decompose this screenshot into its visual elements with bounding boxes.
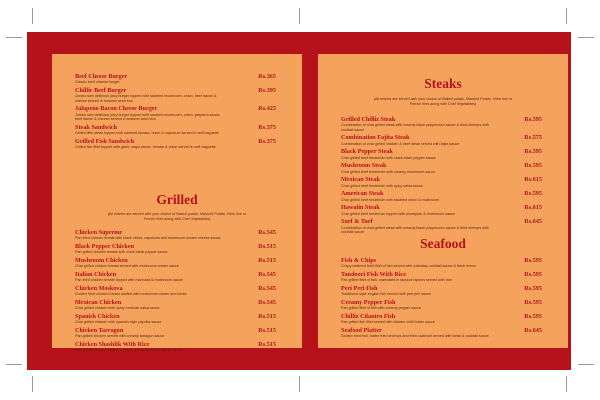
item-description: Char grilled beef tenderloin with crack black pepper sauce xyxy=(341,155,436,160)
menu-item xyxy=(75,327,276,339)
menu-item xyxy=(341,313,542,325)
menu-item xyxy=(341,257,542,269)
menu-item xyxy=(75,257,276,269)
item-name: Steak Sandwich xyxy=(75,123,118,131)
item-description: Jumbo size delicious juicy burger topped with sauteed mushroom, onion, jalapeno sauce, beef bacon & cheese served in sesame seed bun xyxy=(75,112,221,122)
crop-mark xyxy=(32,8,33,24)
item-description: Char grilled chicken with spicy mexican salsa sauce xyxy=(75,306,160,311)
item-price: Rs.375 xyxy=(258,137,276,145)
item-price: Rs.425 xyxy=(258,105,276,113)
item-description: Jumbo size delicious juicy burger topped with sauteed mushroom, onion, beef bacon & cheese served in sesame seed bun xyxy=(75,94,217,103)
item-name: Peri Peri Fish xyxy=(341,285,378,292)
item-name: Chicken Tarragon xyxy=(75,327,124,334)
menu-item xyxy=(341,327,542,339)
item-price: Rs.595 xyxy=(524,299,542,306)
menu-item xyxy=(75,243,276,255)
item-description: Golden fried chicken breast stuffed with mushroom cream and herbs xyxy=(75,292,187,297)
item-description: Pan grilled fillet of fish with creamy pepper sauce xyxy=(341,306,421,311)
menu-item xyxy=(341,148,542,160)
section-note-steaks: (All entries are served with your choice of Baked potato, Mashed Potato, Herb rice or French fries along with Chef Vegetables) xyxy=(373,97,513,106)
item-description: Char grilled chicken with spanish style paprika sauce xyxy=(75,320,162,325)
menu-item xyxy=(341,299,542,311)
item-name: Creamy Pepper Fish xyxy=(341,299,396,306)
menu-item xyxy=(75,73,276,85)
item-price: Rs.575 xyxy=(524,134,542,142)
section-title-seafood: Seafood xyxy=(420,236,466,251)
item-name: Mexican Chicken xyxy=(75,299,122,306)
item-name: Spanish Chicken xyxy=(75,313,120,320)
burgers-list xyxy=(75,73,276,152)
section-title-grilled: Grilled xyxy=(156,192,198,207)
section-title-steaks: Steaks xyxy=(424,76,462,91)
crop-mark xyxy=(6,37,22,38)
item-name: American Steak xyxy=(341,190,384,198)
seafood-list xyxy=(341,257,542,341)
item-description: Pan grilled chicken served with creamy tarragon sauce xyxy=(75,334,165,339)
menu-item xyxy=(75,271,276,283)
item-price: Rs.515 xyxy=(258,243,276,250)
item-price: Rs.595 xyxy=(524,313,542,320)
item-description: Char grilled beef tenderloin with creamy mushroom sauce xyxy=(341,169,436,174)
item-description: Combination of char grilled chicken & beef steak served with fajita sauce xyxy=(341,141,460,146)
item-description: Combination of char grilled steak with creamy black peppercorn sauce & fried shrimps with cocktail sauce xyxy=(341,123,489,132)
crop-mark xyxy=(566,376,567,392)
item-name: Chicken Supreme xyxy=(75,229,123,236)
crop-mark xyxy=(299,376,300,392)
item-name: Mushroom Steak xyxy=(341,162,387,170)
item-price: Rs.515 xyxy=(258,341,276,348)
menu-page-right xyxy=(318,54,568,348)
item-name: Chicken Moskova xyxy=(75,285,123,292)
item-name: Mexican Steak xyxy=(341,176,381,184)
item-price: Rs.595 xyxy=(524,257,542,264)
menu-item xyxy=(341,134,542,146)
item-price: Rs.645 xyxy=(524,218,542,226)
section-note-grilled: (All entries are served with your choice of Baked potato, Mashed Potato, Herb rice or French fries along with Chef Vegetables) xyxy=(107,212,247,221)
menu-item xyxy=(75,313,276,325)
item-description: Char grilled beef tenderloin with sauteed onion & mushroom xyxy=(341,197,439,202)
menu-item xyxy=(75,105,276,121)
steaks-list xyxy=(341,116,542,237)
item-description: Classic beef cheese burger xyxy=(75,80,120,85)
item-price: Rs.545 xyxy=(258,271,276,278)
item-name: Grilled Fish Sandwich xyxy=(75,137,135,145)
menu-item xyxy=(75,299,276,311)
item-price: Rs.595 xyxy=(524,162,542,170)
grilled-list xyxy=(75,229,276,355)
item-price: Rs.375 xyxy=(258,123,276,131)
crop-mark xyxy=(578,37,594,38)
item-price: Rs.515 xyxy=(258,327,276,334)
item-description: Golden fried fish, butter fried shrimps and fried calamari served with tartar & cocktail sauce xyxy=(341,334,489,339)
item-name: Fish & Chips xyxy=(341,257,377,264)
item-price: Rs.395 xyxy=(258,87,276,94)
item-price: Rs.615 xyxy=(524,204,542,212)
item-description: Crispy battered fried fillet of fish served with coleslaw, cocktail sauce & fresh lemon xyxy=(341,264,477,269)
item-price: Rs.645 xyxy=(524,327,542,334)
item-description: Traditional style english fish served with peri peri sauce xyxy=(341,292,432,297)
item-description: Pan grilled fish fillet served with cilantro chilli butter sauce xyxy=(341,320,435,325)
item-description: Grilled fish fillet topped with garlic mayo sauce, tomato & onion served in soft baguette xyxy=(75,145,216,150)
menu-item xyxy=(75,124,276,136)
item-price: Rs.595 xyxy=(524,285,542,292)
crop-mark xyxy=(299,8,300,24)
item-price: Rs.595 xyxy=(524,148,542,156)
item-price: Rs.595 xyxy=(524,271,542,278)
item-name: Black Pepper Steak xyxy=(341,148,393,156)
item-name: Surf & Turf xyxy=(341,218,373,226)
item-description: Pan fried chicken breast topped with marinara & mushroom sauce xyxy=(75,278,183,283)
item-price: Rs.615 xyxy=(524,176,542,184)
item-description: Grilled fillet steak topped with sauteed tomato, onion & capsicum served in soft baguette xyxy=(75,131,219,136)
menu-item xyxy=(341,285,542,297)
item-description: Pan grilled chicken served in sweet and spicy tomato garlic sauce xyxy=(75,348,183,353)
crop-mark xyxy=(32,376,33,392)
item-price: Rs.595 xyxy=(524,116,542,123)
item-description: Char grilled beef tenderloin with spicy salsa sauce xyxy=(341,183,423,188)
crop-mark xyxy=(566,8,567,24)
item-name: Chilliz Cilantro Fish xyxy=(341,313,396,320)
menu-item xyxy=(75,138,276,150)
menu-item xyxy=(341,204,542,216)
menu-item xyxy=(341,271,542,283)
item-price: Rs.365 xyxy=(258,73,276,80)
item-description: Pan grilled fillet of fish, marinated in tandoori spices served with rice xyxy=(341,278,452,283)
item-name: Grilled Chilliz Steak xyxy=(341,116,396,123)
item-name: Italian Chicken xyxy=(75,271,117,278)
item-name: Jalapeno Bacon Cheese Burger xyxy=(75,105,158,113)
menu-item xyxy=(75,87,276,103)
item-description: Char grilled chicken breast served with mushroom cream sauce xyxy=(75,264,179,269)
menu-page-left xyxy=(52,54,302,353)
item-name: Hawaiin Steak xyxy=(341,204,380,212)
menu-item xyxy=(341,116,542,132)
item-name: Combination Fajita Steak xyxy=(341,134,410,142)
menu-item xyxy=(341,162,542,174)
crop-mark xyxy=(578,364,594,365)
menu-item xyxy=(75,229,276,241)
item-price: Rs.545 xyxy=(258,229,276,236)
item-description: Pan grilled chicken breast with crack black pepper sauce xyxy=(75,250,168,255)
item-name: Seafood Platter xyxy=(341,327,382,334)
item-price: Rs.545 xyxy=(258,299,276,306)
menu-item xyxy=(75,285,276,297)
crop-mark xyxy=(6,364,22,365)
item-name: Chillic Beef Burger xyxy=(75,87,127,94)
item-name: Beef Cheese Burger xyxy=(75,73,128,80)
item-description: Char grilled beef tenderloin topped with pineapple & mushroom sauce xyxy=(341,211,455,216)
item-price: Rs.595 xyxy=(524,190,542,198)
item-price: Rs.545 xyxy=(258,285,276,292)
item-name: Mushroom Chicken xyxy=(75,257,128,264)
item-description: Combination of char grilled steak with creamy black peppercorn sauce & fried shrimps with cocktail sauce xyxy=(341,225,489,235)
menu-item xyxy=(341,218,542,234)
menu-item xyxy=(341,190,542,202)
item-price: Rs.515 xyxy=(258,257,276,264)
item-description: Pan fried chicken breast with black olives, capsicum and mushroom cream cheese sauce xyxy=(75,236,221,241)
item-name: Chicken Shashlik With Rice xyxy=(75,341,150,348)
menu-item xyxy=(341,176,542,188)
item-price: Rs.515 xyxy=(258,313,276,320)
item-name: Tandoori Fish With Rice xyxy=(341,271,407,278)
item-name: Black Pepper Chicken xyxy=(75,243,135,250)
menu-spread xyxy=(27,32,571,370)
menu-item xyxy=(75,341,276,353)
